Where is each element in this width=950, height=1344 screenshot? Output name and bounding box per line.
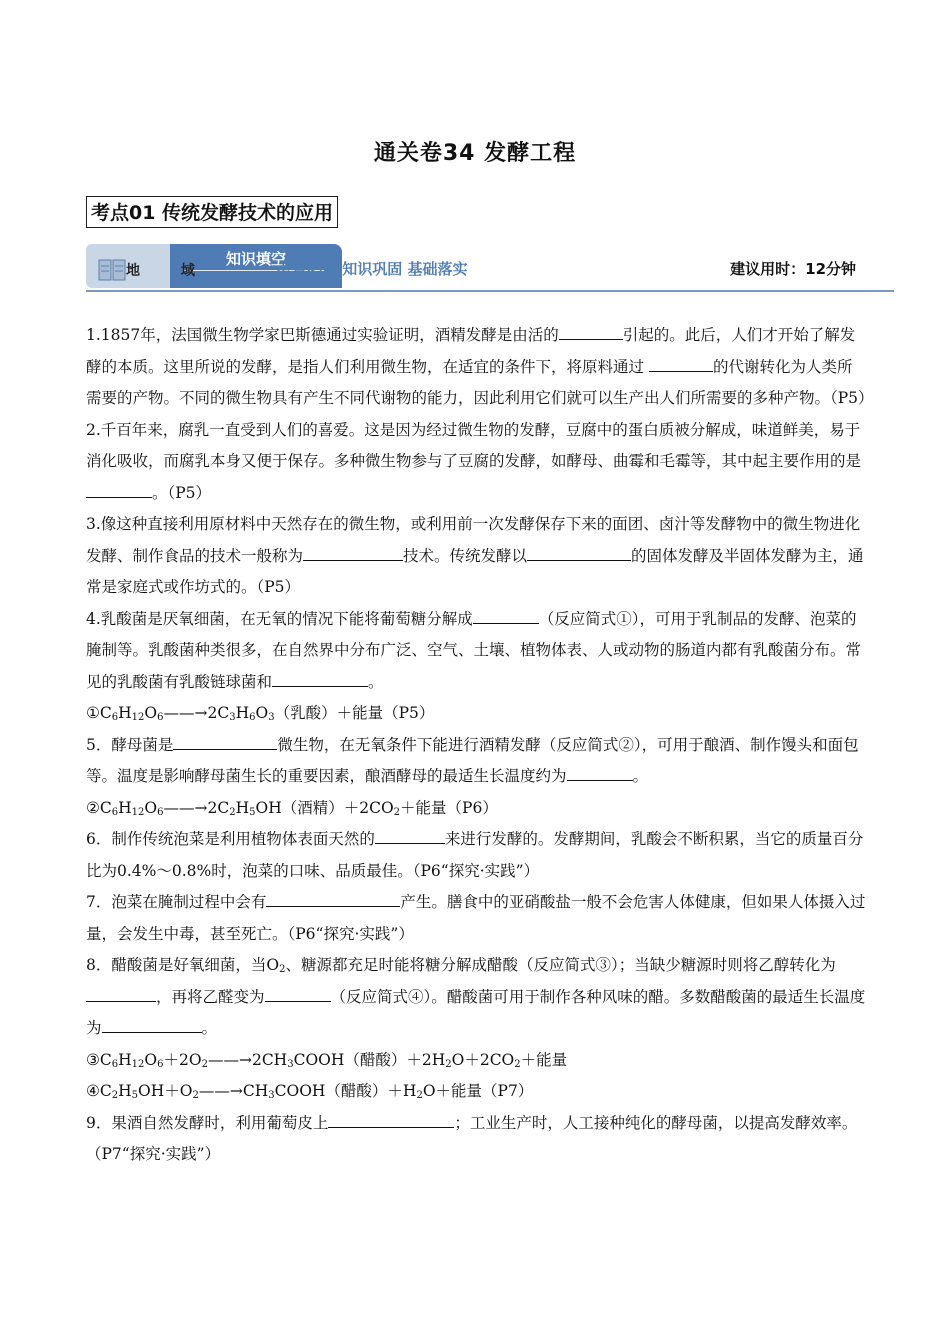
answer-blank[interactable] xyxy=(265,983,331,1002)
answer-blank[interactable] xyxy=(473,605,539,624)
page-title: 通关卷34 发酵工程 xyxy=(373,141,577,166)
answer-blank[interactable] xyxy=(559,321,623,340)
section-banner xyxy=(86,244,894,292)
answer-blank[interactable] xyxy=(527,542,631,561)
equation-1: $①C_6H_{12}O_6——\to 2C_3H_6O_3$（乳酸）＋能量（P5） xyxy=(86,704,435,723)
answer-blank[interactable] xyxy=(649,353,713,372)
question-list xyxy=(86,320,874,1171)
suggested-time: 建议用时：12分钟 xyxy=(730,260,856,278)
question-8: 8．醋酸菌是好氧细菌，当$O_2$、糖源都充足时能将糖分解成醋酸（反应简式③）；当缺少糖源时则将乙醇转化为，再将乙醛变为 （反应简式④）。醋酸菌可用于制作各种风味的醋。多数醋酸菌的最适生长温度为 。 xyxy=(86,956,866,1037)
answer-blank[interactable] xyxy=(375,825,445,844)
answer-blank[interactable] xyxy=(102,1014,202,1033)
equation-3: $③C_6H_{12}O_6+2O_2——\to 2CH_3COOH$（醋酸）$+2H_2O+2CO_2+$能量 xyxy=(86,1050,568,1070)
book-icon xyxy=(98,258,128,282)
question-9: 9．果酒自然发酵时，利用葡萄皮上 ；工业生产时，人工接种纯化的酵母菌，以提高发酵效率。（P7“探究·实践”） xyxy=(86,1108,866,1171)
answer-blank[interactable] xyxy=(86,983,156,1002)
answer-blank[interactable] xyxy=(567,762,633,781)
equation-4: $④C_2H_5OH+O_2——\to CH_3COOH$（醋酸）$+H_2O+$能量（P7） xyxy=(86,1082,534,1101)
question-2: 2.千百年来，腐乳一直受到人们的喜爱。这是因为经过微生物的发酵，豆腐中的蛋白质被分解成，味道鲜美，易于消化吸收，而腐乳本身又便于保存。多种微生物参与了豆腐的发酵，如酵母、曲霉和毛霉等，其中起主要作用的是。（P5） xyxy=(86,420,862,502)
answer-blank[interactable] xyxy=(86,479,152,498)
answer-blank[interactable] xyxy=(303,542,403,561)
question-1: 1.1857年，法国微生物学家巴斯德通过实验证明，酒精发酵是由活的 引起的。此后，人们才开始了解发酵的本质。这里所说的发酵，是指人们利用微生物，在适宜的条件下，将原料通过 的代谢转化为人类所需要的产物。不同的微生物具有产生不同代谢物的能力，因此利用它们就可以生产出人们所需要的多种产物。（P5） xyxy=(86,320,866,415)
question-6: 6．制作传统泡菜是利用植物体表面天然的 来进行发酵的。发酵期间，乳酸会不断积累，当它的质量百分比为0.4%～0.8%时，泡菜的口味、品质最佳。（P6“探究·实践”） xyxy=(86,824,866,887)
question-7: 7．泡菜在腌制过程中会有 产生。膳食中的亚硝酸盐一般不会危害人体健康，但如果人体摄入过量，会发生中毒，甚至死亡。（P6“探究·实践”） xyxy=(86,887,866,950)
banner-tab-label: 知识填空 xyxy=(225,250,286,268)
question-5: 5．酵母菌是 微生物，在无氧条件下能进行酒精发酵（反应简式②），可用于酿酒、制作馒头和面包等。温度是影响酵母菌生长的重要因素，酿酒酵母的最适生长温度约为 。 xyxy=(86,730,866,793)
question-4: 4.乳酸菌是厌氧细菌，在无氧的情况下能将葡萄糖分解成 （反应简式①），可用于乳制品的发酵、泡菜的腌制等。乳酸菌种类很多，在自然界中分布广泛、空气、土壤、植物体表、人或动物的肠道内都有乳酸菌分布。常见的乳酸菌有乳酸链球菌和 。 xyxy=(86,604,866,699)
answer-blank[interactable] xyxy=(328,1109,454,1128)
answer-blank[interactable] xyxy=(272,668,368,687)
equation-2: $②C_6H_{12}O_6——\to 2C_2H_5OH$（酒精）$+2CO_2+$能量（P6） xyxy=(86,798,498,818)
banner-icon-text: 地 域 xyxy=(126,263,213,279)
section-heading: 考点01 传统发酵技术的应用 xyxy=(86,196,338,228)
answer-blank[interactable] xyxy=(173,731,277,750)
banner-slogan: 考点必背 知识巩固 基础落实 xyxy=(277,260,468,278)
question-3: 3.像这种直接利用原材料中天然存在的微生物，或利用前一次发酵保存下来的面团、卤汁等发酵物中的微生物进化发酵、制作食品的技术一般称为 技术。传统发酵以 的固体发酵及半固体发酵为主，通常是家庭式或作坊式的。（P5） xyxy=(86,515,864,596)
answer-blank[interactable] xyxy=(266,888,400,907)
banner-divider xyxy=(86,290,894,292)
